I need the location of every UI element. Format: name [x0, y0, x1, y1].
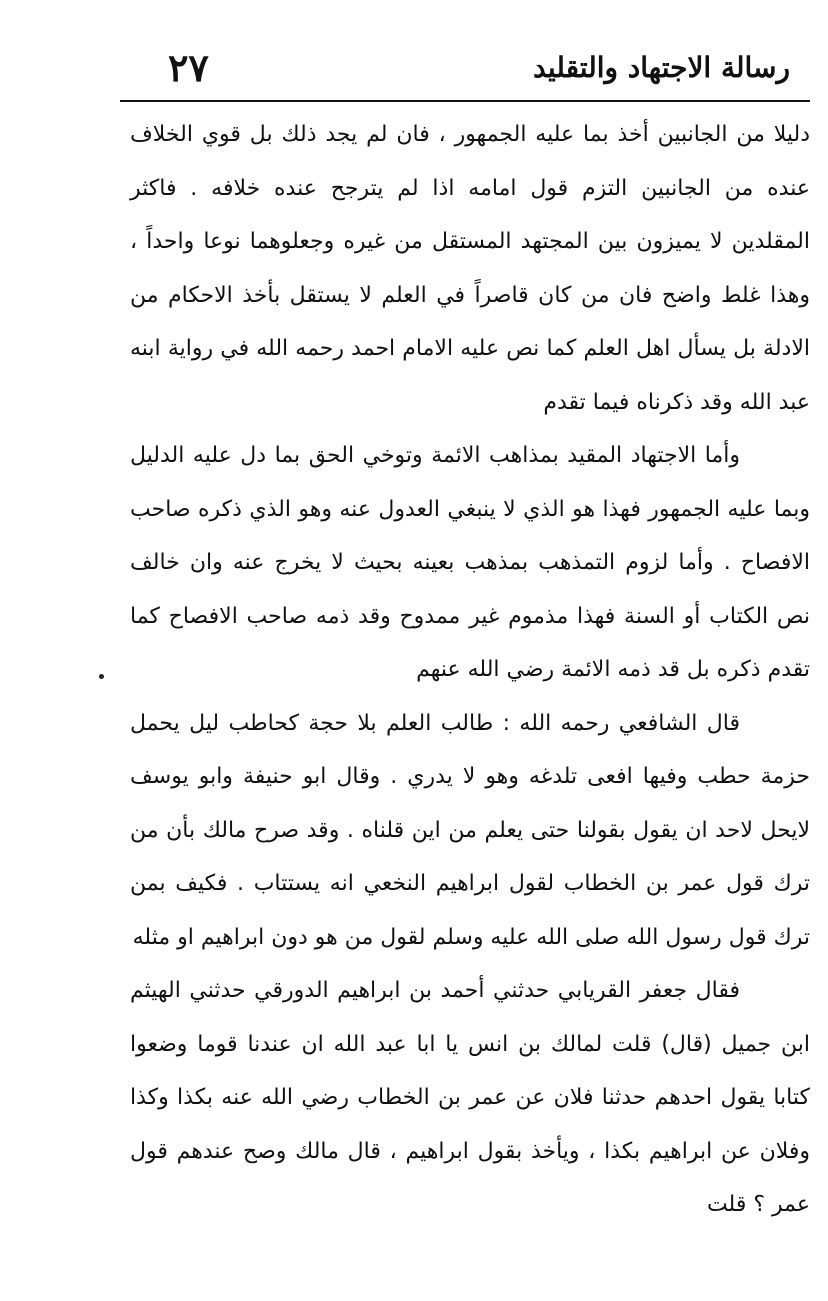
paragraph-2: وأما الاجتهاد المقيد بمذاهب الائمة وتوخي الحق بما دل عليه الدليل وبما عليه الجمهور فهذا هو الذي لا ينبغي العدول عنه وهو الذي ذكره صاحب الافصاح . وأما لزوم التمذهب بمذهب بعينه بحيث لا يخرج عنه وان خالف نص الكتاب أو السنة فهذا مذموم غير ممدوح وقد ذمه صاحب الافصاح كما تقدم ذكره بل قد ذمه الائمة رضي الله عنهم — [130, 443, 810, 682]
paragraph-4: فقال جعفر القريابي حدثني أحمد بن ابراهيم الدورقي حدثني الهيثم ابن جميل (قال) قلت لمالك بن انس يا ابا عبد الله ان عندنا قوما وضعوا كتابا يقول احدهم حدثنا فلان عن عمر بن الخطاب رضي الله عنه بكذا وكذا وفلان عن ابراهيم بكذا ، ويأخذ بقول ابراهيم ، قال مالك وصح عندهم قول عمر ؟ قلت — [130, 978, 810, 1217]
body-text — [130, 108, 810, 1232]
page-number: ٢٧ — [168, 45, 209, 90]
paragraph-3: قال الشافعي رحمه الله : طالب العلم بلا حجة كحاطب ليل يحمل حزمة حطب وفيها افعى تلدغه وهو لا يدري . وقال ابو حنيفة وابو يوسف لايحل لاحد ان يقول بقولنا حتى يعلم من اين قلناه . وقد صرح مالك بأن من ترك قول عمر بن الخطاب لقول ابراهيم النخعي انه يستتاب . فكيف بمن ترك قول رسول الله صلى الله عليه وسلم لقول من هو دون ابراهيم او مثله — [130, 710, 810, 950]
page-header — [140, 40, 810, 96]
paragraph-1: دليلا من الجانبين أخذ بما عليه الجمهور ، فان لم يجد ذلك بل قوي الخلاف عنده من الجانبين التزم قول امامه اذا لم يترجح عنده خلافه . فاكثر المقلدين لا يميزون بين المجتهد المستقل من غيره وجعلوهما نوعا واحداً ، وهذا غلط واضح فان من كان قاصراً في العلم لا يستقل بأخذ الاحكام من الادلة بل يسأل اهل العلم كما نص عليه الامام احمد رحمه الله في رواية ابنه عبد الله وقد ذكرناه فيما تقدم — [130, 122, 810, 415]
header-divider — [120, 100, 810, 102]
running-title: رسالة الاجتهاد والتقليد — [533, 51, 790, 84]
margin-mark — [99, 674, 104, 679]
